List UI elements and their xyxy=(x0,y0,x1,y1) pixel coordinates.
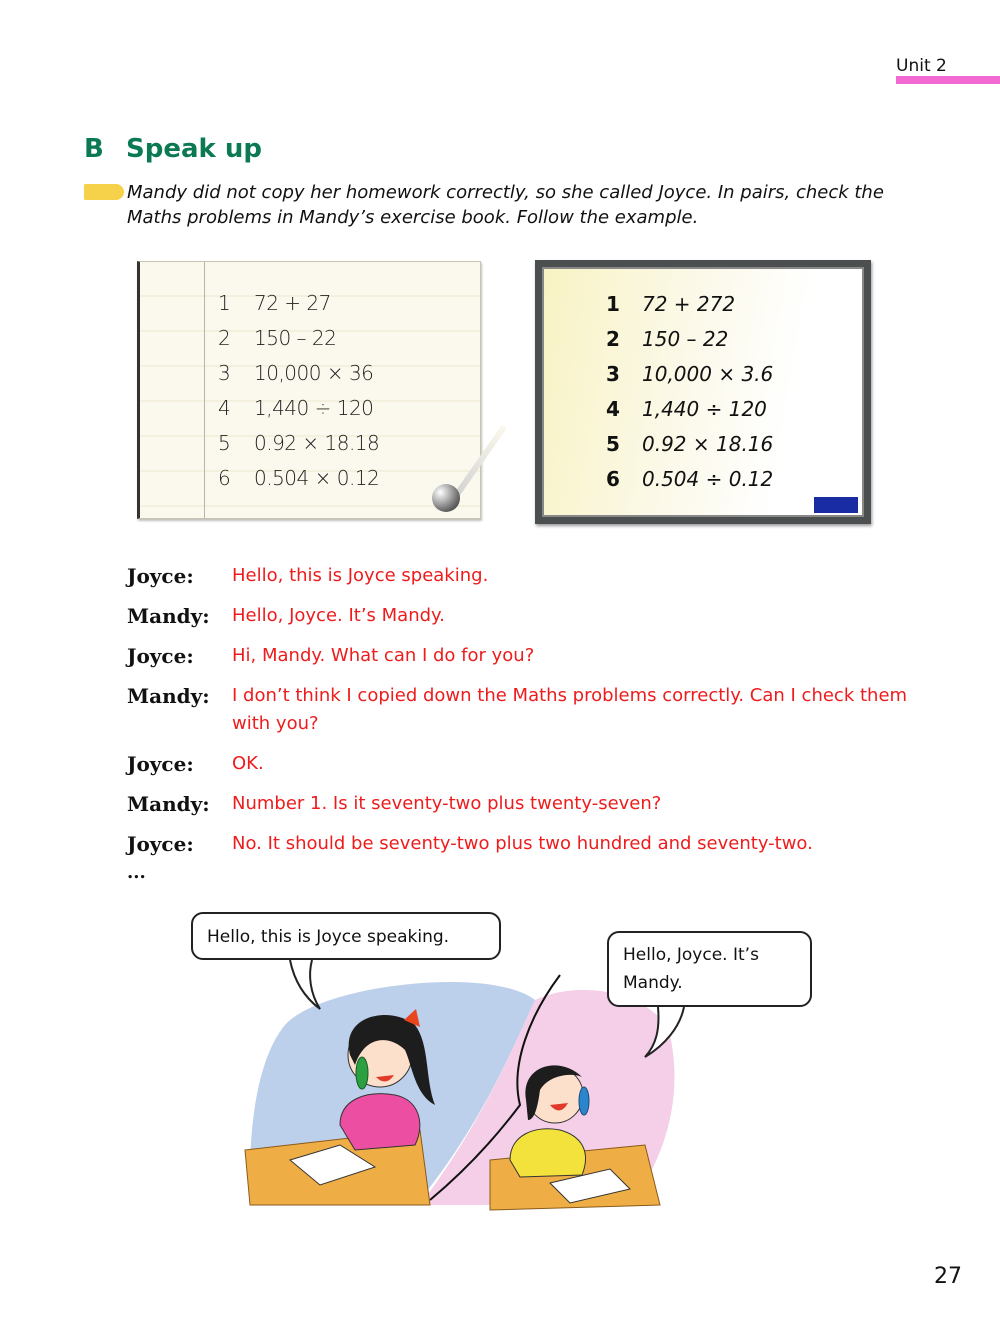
problem-number: 2 xyxy=(606,327,620,351)
notebook-problem-list xyxy=(218,286,379,496)
problem-number: 2 xyxy=(218,326,231,350)
speech-text: I don’t think I copied down the Maths problems correctly. Can I check them with you? xyxy=(232,685,908,734)
problem-expression: 150 – 22 xyxy=(642,327,729,351)
board-problem xyxy=(606,462,773,497)
speech-text: Hi, Mandy. What can I do for you? xyxy=(232,645,535,666)
section-heading xyxy=(84,134,262,164)
mandy-phone xyxy=(579,1087,589,1115)
problem-number: 6 xyxy=(606,467,620,491)
board-problem-list xyxy=(606,287,773,497)
speech-text: No. It should be seventy-two plus two hundred and seventy-two. xyxy=(232,833,813,854)
problem-expression: 72 + 27 xyxy=(254,291,331,315)
dialogue-line xyxy=(127,790,927,818)
problem-number: 1 xyxy=(218,291,231,315)
speaker-name: Joyce: xyxy=(127,644,194,668)
exercise-book-card xyxy=(137,261,481,519)
speech-text: Hello, this is Joyce speaking. xyxy=(232,565,489,586)
phone-call-illustration xyxy=(190,905,830,1215)
problem-expression: 0.504 ÷ 0.12 xyxy=(642,467,774,491)
problem-expression: 1,440 ÷ 120 xyxy=(642,397,767,421)
speaker-name: Joyce: xyxy=(127,832,194,856)
board-problem xyxy=(606,287,773,322)
notebook-problem xyxy=(218,391,379,426)
dialogue-line xyxy=(127,602,927,630)
problem-number: 3 xyxy=(606,362,620,386)
problem-number: 4 xyxy=(606,397,620,421)
dialogue-line xyxy=(127,682,927,738)
notebook-problem xyxy=(218,286,379,321)
problem-expression: 150 – 22 xyxy=(254,326,337,350)
whiteboard-card xyxy=(535,260,871,524)
joyce-shirt xyxy=(340,1094,420,1150)
board-problem xyxy=(606,357,773,392)
speech-text: Number 1. Is it seventy-two plus twenty-seven? xyxy=(232,793,662,814)
problem-expression: 0.504 × 0.12 xyxy=(254,466,380,490)
bubble-left-tail xyxy=(290,960,320,1009)
instruction-marker-icon xyxy=(84,184,124,200)
problem-number: 6 xyxy=(218,466,231,490)
problem-expression: 0.92 × 18.16 xyxy=(642,432,774,456)
dialogue-line xyxy=(127,830,927,858)
notebook-margin-line xyxy=(204,262,205,518)
speech-bubble-mandy: Hello, Joyce. It’s Mandy. xyxy=(607,931,812,1007)
speech-text: Hello, Joyce. It’s Mandy. xyxy=(232,605,445,626)
problem-number: 5 xyxy=(218,431,231,455)
problem-number: 4 xyxy=(218,396,231,420)
board-problem xyxy=(606,392,773,427)
notebook-problem xyxy=(218,356,379,391)
speech-bubble-joyce: Hello, this is Joyce speaking. xyxy=(191,912,501,960)
problem-number: 5 xyxy=(606,432,620,456)
speaker-name: Mandy: xyxy=(127,604,210,628)
notebook-problem xyxy=(218,461,379,496)
dialogue-line xyxy=(127,750,927,778)
unit-label: Unit 2 xyxy=(896,56,947,76)
page-curl-icon xyxy=(432,484,460,512)
problem-number: 1 xyxy=(606,292,620,316)
dialogue-line xyxy=(127,562,927,590)
dialogue xyxy=(127,562,927,883)
speaker-name: Joyce: xyxy=(127,752,194,776)
problem-expression: 1,440 ÷ 120 xyxy=(254,396,374,420)
mandy-shirt xyxy=(510,1129,586,1177)
dialogue-ellipsis: ... xyxy=(127,862,146,883)
board-problem xyxy=(606,427,773,462)
joyce-phone xyxy=(356,1057,368,1089)
notebook-problem xyxy=(218,321,379,356)
dialogue-line xyxy=(127,642,927,670)
speaker-name: Joyce: xyxy=(127,564,194,588)
problem-expression: 10,000 × 3.6 xyxy=(642,362,774,386)
unit-accent-bar xyxy=(896,76,1000,84)
problem-expression: 72 + 272 xyxy=(642,292,736,316)
page-number: 27 xyxy=(934,1264,962,1289)
speaker-name: Mandy: xyxy=(127,684,210,708)
speech-text: OK. xyxy=(232,753,264,774)
problem-expression: 10,000 × 36 xyxy=(254,361,374,385)
section-letter: B xyxy=(84,134,104,164)
notebook-problem xyxy=(218,426,379,461)
speaker-name: Mandy: xyxy=(127,792,210,816)
board-problem xyxy=(606,322,773,357)
section-title: Speak up xyxy=(126,134,262,164)
problem-expression: 0.92 × 18.18 xyxy=(254,431,380,455)
instructions-text: Mandy did not copy her homework correctly, so she called Joyce. In pairs, check the Maths problems in Mandy’s exercise book. Follow the example. xyxy=(127,182,884,228)
board-eraser-icon xyxy=(814,497,858,513)
page-curl-fold xyxy=(451,425,508,502)
problem-number: 3 xyxy=(218,361,231,385)
